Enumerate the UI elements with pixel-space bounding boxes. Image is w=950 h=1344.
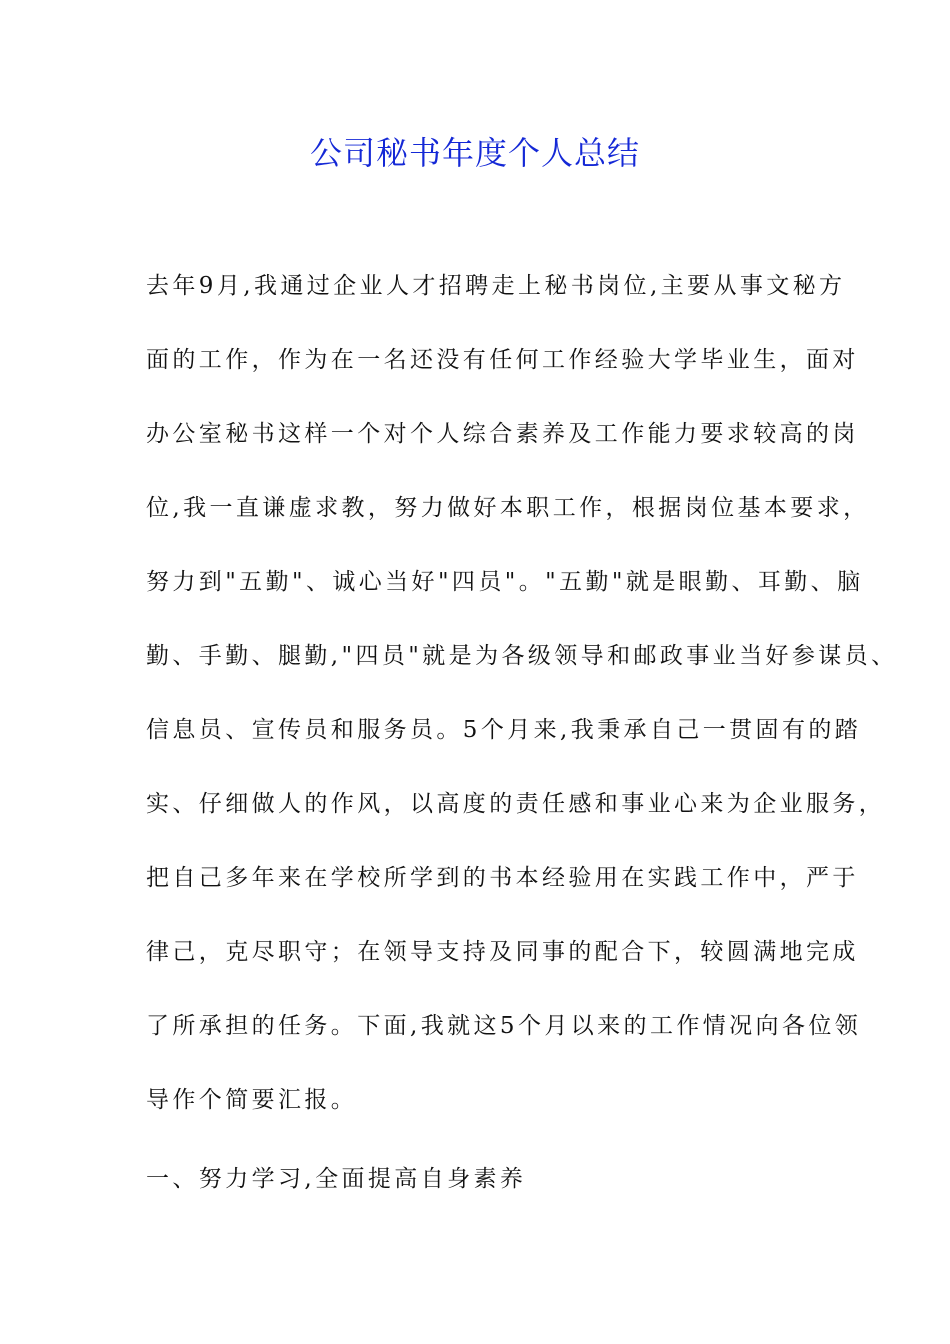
section-heading: 一、努力学习,全面提高自身素养 [146,1166,527,1192]
paragraph-line-9: 把自己多年来在学校所学到的书本经验用在实践工作中，严于 [146,865,859,891]
paragraph-line-11: 了所承担的任务。下面,我就这5个月以来的工作情况向各位领 [146,1013,862,1039]
paragraph-line-4: 位,我一直谦虚求教，努力做好本职工作，根据岗位基本要求， [146,495,870,521]
paragraph-line-12: 导作个简要汇报。 [146,1087,358,1113]
paragraph-line-7: 信息员、宣传员和服务员。5个月来,我秉承自己一贯固有的踏 [146,717,862,743]
paragraph-line-1: 去年9月,我通过企业人才招聘走上秘书岗位,主要从事文秘方 [146,273,846,299]
paragraph-line-3: 办公室秘书这样一个对个人综合素养及工作能力要求较高的岗 [146,421,859,447]
paragraph-line-2: 面的工作，作为在一名还没有任何工作经验大学毕业生，面对 [146,347,859,373]
paragraph-line-10: 律己，克尽职守；在领导支持及同事的配合下，较圆满地完成 [146,939,859,965]
paragraph-line-6: 勤、手勤、腿勤,"四员"就是为各级领导和邮政事业当好参谋员、 [146,643,898,669]
paragraph-line-8: 实、仔细做人的作风，以高度的责任感和事业心来为企业服务， [146,791,886,817]
document-title: 公司秘书年度个人总结 [309,134,640,172]
paragraph-line-5: 努力到"五勤"、诚心当好"四员"。"五勤"就是眼勤、耳勤、脑 [146,569,864,595]
